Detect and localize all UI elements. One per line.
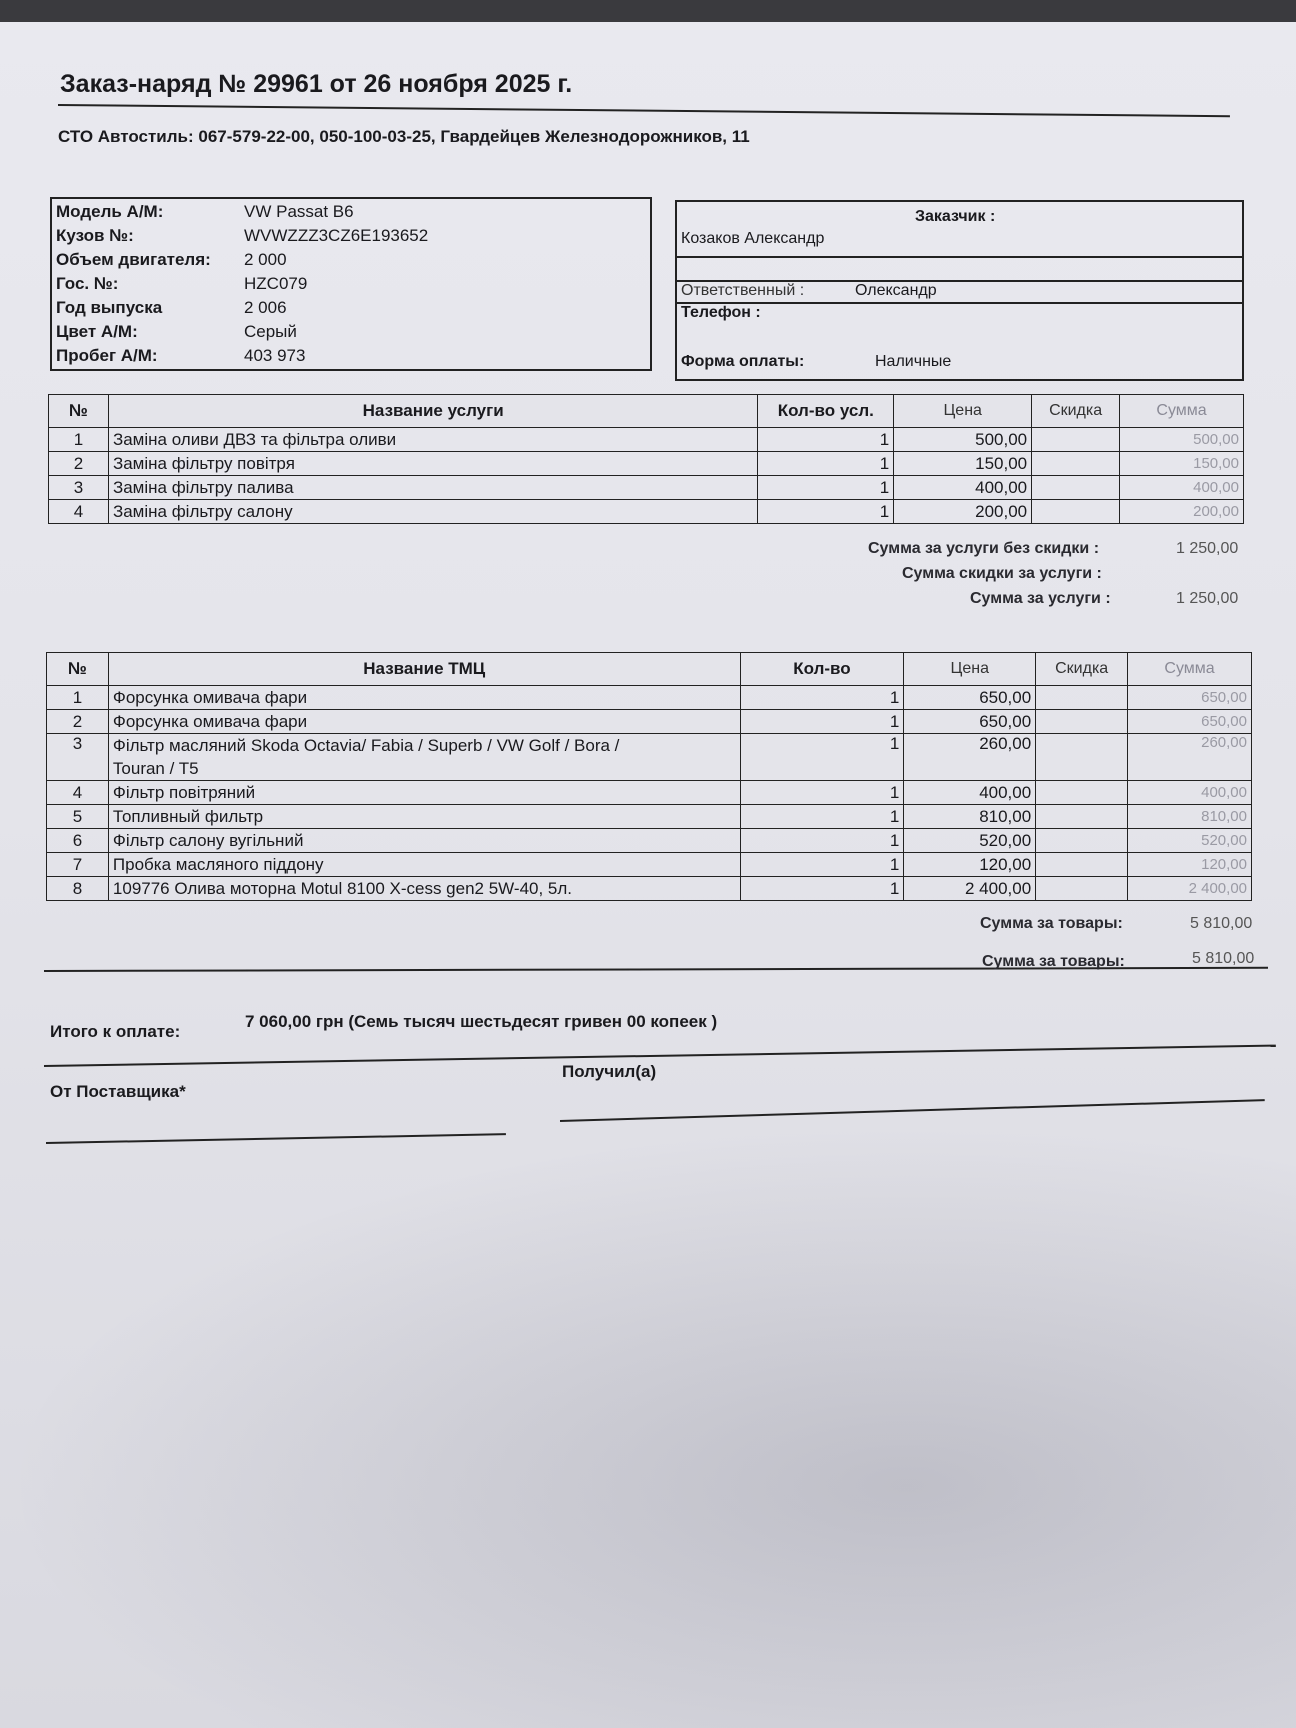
cell-price: 500,00 — [894, 428, 1032, 452]
car-value: 2 000 — [244, 250, 287, 269]
divider — [677, 256, 1242, 258]
cell-number: 4 — [47, 781, 109, 805]
cell-price: 520,00 — [904, 829, 1036, 853]
car-label: Гос. №: — [56, 274, 119, 293]
cell-name: Пробка масляного піддону — [108, 853, 740, 877]
cell-sum: 120,00 — [1128, 853, 1252, 877]
cell-sum: 400,00 — [1120, 476, 1244, 500]
cell-price: 650,00 — [904, 686, 1036, 710]
cell-qty: 1 — [740, 877, 904, 901]
cell-price: 200,00 — [894, 500, 1032, 524]
supplier-label: От Поставщика* — [50, 1082, 186, 1101]
table-row — [47, 734, 1252, 781]
cell-sum: 810,00 — [1128, 805, 1252, 829]
car-value: 2 006 — [244, 298, 287, 317]
car-color-row — [56, 322, 297, 344]
cell-discount — [1036, 781, 1128, 805]
car-year-row — [56, 298, 287, 320]
table-row — [49, 500, 1244, 524]
col-sum: Сумма — [1128, 653, 1252, 686]
cell-qty: 1 — [740, 781, 904, 805]
cell-sum: 2 400,00 — [1128, 877, 1252, 901]
car-label: Модель А/М: — [56, 202, 164, 221]
goods-total-2-value: 5 810,00 — [1192, 950, 1255, 967]
car-label: Год выпуска — [56, 298, 163, 317]
cell-price: 400,00 — [904, 781, 1036, 805]
payment-value: Наличные — [875, 353, 952, 370]
grand-total-label: Итого к оплате: — [50, 1022, 181, 1041]
table-row — [47, 877, 1252, 901]
cell-qty: 1 — [758, 428, 894, 452]
goods-total — [980, 915, 1123, 933]
receiver-signature-line — [560, 1099, 1265, 1121]
payment-label: Форма оплаты: — [681, 353, 805, 370]
cell-qty: 1 — [740, 805, 904, 829]
title-underline — [58, 104, 1230, 117]
cell-sum: 200,00 — [1120, 500, 1244, 524]
cell-price: 260,00 — [904, 734, 1036, 781]
cell-name: Заміна фільтру палива — [108, 476, 757, 500]
cell-name: Заміна оливи ДВЗ та фільтра оливи — [108, 428, 757, 452]
cell-number: 3 — [47, 734, 109, 781]
col-name: Название ТМЦ — [108, 653, 740, 686]
cell-sum: 650,00 — [1128, 686, 1252, 710]
table-row — [47, 829, 1252, 853]
col-discount: Скидка — [1032, 395, 1120, 428]
car-label: Цвет А/М: — [56, 322, 138, 341]
car-vin-row — [56, 226, 428, 248]
cell-sum: 260,00 — [1128, 734, 1252, 781]
divider — [677, 302, 1242, 304]
customer-header: Заказчик : — [915, 208, 996, 225]
col-price: Цена — [894, 395, 1032, 428]
car-value: VW Passat B6 — [244, 202, 354, 221]
responsible-value: Олександр — [855, 282, 937, 299]
cell-qty: 1 — [740, 710, 904, 734]
cell-price: 150,00 — [894, 452, 1032, 476]
cell-name: Форсунка омивача фари — [108, 710, 740, 734]
cell-name: Фільтр салону вугільний — [108, 829, 740, 853]
cell-discount — [1032, 500, 1120, 524]
table-row — [49, 428, 1244, 452]
table-row — [47, 853, 1252, 877]
cell-name: 109776 Олива моторна Motul 8100 X-cess gen2 5W-40, 5л. — [108, 877, 740, 901]
car-value: HZC079 — [244, 274, 308, 293]
car-label: Объем двигателя: — [56, 250, 211, 269]
cell-qty: 1 — [758, 476, 894, 500]
services-total — [970, 590, 1111, 608]
cell-discount — [1036, 686, 1128, 710]
cell-discount — [1032, 452, 1120, 476]
cell-discount — [1032, 476, 1120, 500]
cell-number: 5 — [47, 805, 109, 829]
cell-number: 3 — [49, 476, 109, 500]
services-total-value: 1 250,00 — [1176, 590, 1239, 607]
table-row — [49, 452, 1244, 476]
col-qty: Кол-во — [740, 653, 904, 686]
services-total-no-discount — [868, 540, 1099, 558]
cell-name: Заміна фільтру салону — [108, 500, 757, 524]
document-title: Заказ-наряд № 29961 от 26 ноября 2025 г. — [60, 70, 573, 98]
company-info: СТО Автостиль: 067-579-22-00, 050-100-03-25, Гвардейцев Железнодорожников, 11 — [58, 127, 750, 146]
col-name: Название услуги — [108, 395, 757, 428]
car-engine-row — [56, 250, 287, 272]
col-number: № — [47, 653, 109, 686]
cell-number: 2 — [47, 710, 109, 734]
sum-label: Сумма за услуги без скидки : — [868, 540, 1100, 557]
cell-qty: 1 — [758, 500, 894, 524]
col-sum: Сумма — [1120, 395, 1244, 428]
cell-discount — [1036, 877, 1128, 901]
cell-sum: 150,00 — [1120, 452, 1244, 476]
cell-price: 650,00 — [904, 710, 1036, 734]
customer-name: Козаков Александр — [681, 230, 825, 247]
cell-name: Топливный фильтр — [108, 805, 740, 829]
services-discount — [902, 565, 1102, 583]
cell-name-line2: Touran / T5 — [112, 759, 199, 778]
table-row — [47, 781, 1252, 805]
cell-number: 2 — [49, 452, 109, 476]
document-sheet — [0, 22, 1296, 1728]
cell-number: 7 — [47, 853, 109, 877]
receiver-label: Получил(а) — [562, 1062, 657, 1081]
goods-total-value: 5 810,00 — [1190, 915, 1253, 932]
car-mileage-row — [56, 346, 305, 368]
cell-discount — [1036, 805, 1128, 829]
car-label: Пробег А/М: — [56, 346, 158, 365]
cell-qty: 1 — [740, 686, 904, 710]
car-value: 403 973 — [244, 346, 306, 365]
grand-total-value: 7 060,00 грн (Семь тысяч шестьдесят гривен 00 копеек ) — [245, 1012, 718, 1031]
cell-discount — [1032, 428, 1120, 452]
cell-sum: 650,00 — [1128, 710, 1252, 734]
cell-price: 2 400,00 — [904, 877, 1036, 901]
cell-discount — [1036, 734, 1128, 781]
col-price: Цена — [904, 653, 1036, 686]
table-row — [47, 686, 1252, 710]
cell-name — [108, 734, 740, 781]
cell-price: 120,00 — [904, 853, 1036, 877]
services-total-no-discount-value: 1 250,00 — [1176, 540, 1239, 557]
cell-sum: 500,00 — [1120, 428, 1244, 452]
cell-qty: 1 — [758, 452, 894, 476]
services-table — [48, 394, 1244, 524]
goods-total-2 — [982, 953, 1125, 971]
cell-qty: 1 — [740, 829, 904, 853]
car-plate-row — [56, 274, 307, 296]
table-row — [47, 805, 1252, 829]
table-row — [49, 476, 1244, 500]
sum-label: Сумма скидки за услуги : — [902, 565, 1102, 582]
table-header-row — [49, 395, 1244, 428]
cell-discount — [1036, 829, 1128, 853]
cell-discount — [1036, 853, 1128, 877]
cell-sum: 400,00 — [1128, 781, 1252, 805]
car-model-row — [56, 202, 354, 224]
table-row — [47, 710, 1252, 734]
cell-name-line1: Фільтр масляний Skoda Octavia/ Fabia / Superb / VW Golf / Bora / — [112, 736, 620, 755]
cell-qty: 1 — [740, 853, 904, 877]
cell-discount — [1036, 710, 1128, 734]
cell-name: Заміна фільтру повітря — [108, 452, 757, 476]
col-qty: Кол-во усл. — [758, 395, 894, 428]
customer-info-box — [675, 200, 1244, 381]
table-header-row — [47, 653, 1252, 686]
cell-name: Фільтр повітряний — [108, 781, 740, 805]
car-value: Серый — [244, 322, 297, 341]
goods-table — [46, 652, 1252, 901]
car-value: WVWZZZ3CZ6E193652 — [244, 226, 429, 245]
sum-label: Сумма за услуги : — [970, 590, 1111, 607]
cell-number: 6 — [47, 829, 109, 853]
col-discount: Скидка — [1036, 653, 1128, 686]
cell-sum: 520,00 — [1128, 829, 1252, 853]
supplier-signature-line — [46, 1133, 506, 1143]
cell-number: 4 — [49, 500, 109, 524]
cell-number: 1 — [47, 686, 109, 710]
sum-label: Сумма за товары: — [980, 915, 1123, 932]
responsible-label: Ответственный : — [681, 282, 805, 299]
cell-number: 8 — [47, 877, 109, 901]
grand-total-underline — [44, 1045, 1276, 1067]
col-number: № — [49, 395, 109, 428]
car-label: Кузов №: — [56, 226, 134, 245]
cell-price: 810,00 — [904, 805, 1036, 829]
cell-number: 1 — [49, 428, 109, 452]
sum-label: Сумма за товары: — [982, 953, 1125, 970]
lighting-shadow — [0, 1122, 1296, 1728]
car-info-box — [50, 197, 652, 371]
phone-label: Телефон : — [681, 304, 761, 321]
cell-name: Форсунка омивача фари — [108, 686, 740, 710]
cell-qty: 1 — [740, 734, 904, 781]
cell-price: 400,00 — [894, 476, 1032, 500]
